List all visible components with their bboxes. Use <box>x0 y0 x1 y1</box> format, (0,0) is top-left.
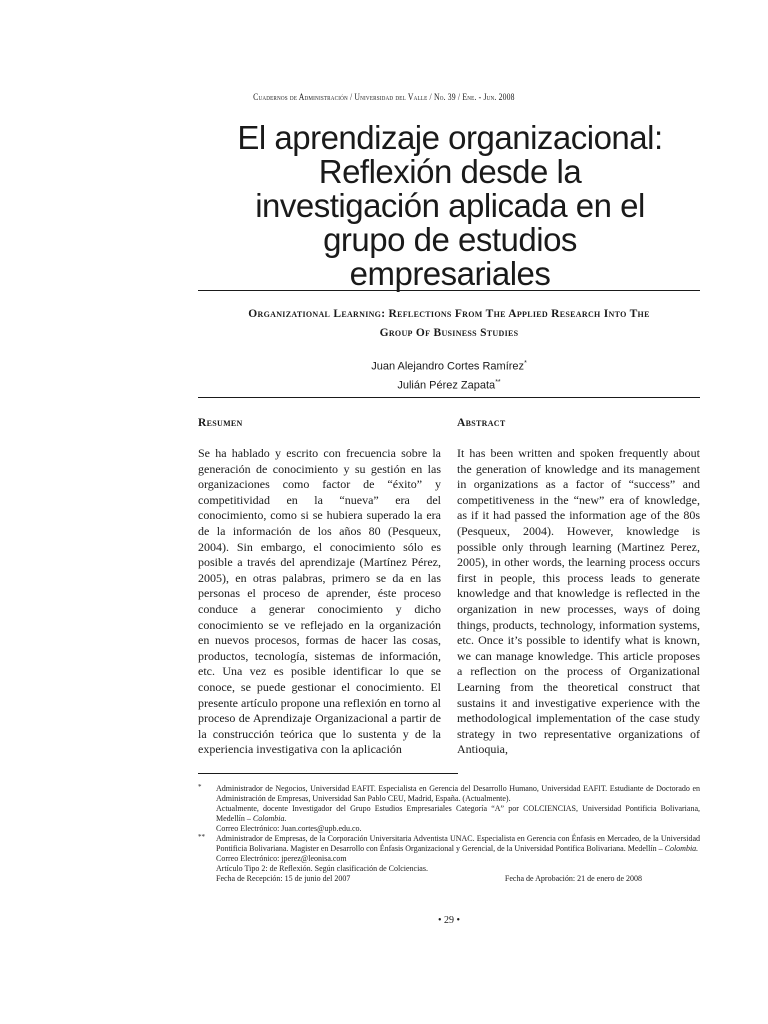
abstract-heading: Abstract <box>457 417 506 429</box>
footnote-line: Correo Electrónico: Juan.cortes@upb.edu.co. <box>216 824 362 833</box>
abstract-text: It has been written and spoken frequently about the generation of knowledge and its management in organizations as a factor of “success” and competitiveness in the “new” era of knowledge, as if it had passed the information age of the 80s (Pesqueux, 2004). However, knowledge is possible only through learning (Martinez Perez, 2005), in other words, the learning process occurs first in people, this process leads to generate knowledge and that knowledge is reflected in the organization in new processes, ways of doing things, products, technology, information systems, etc. Once it’s possible to identify what is known, we can manage knowledge. This article proposes a reflection on the process of Organizational Learning from the theoretical construct that sustains it and investigative experience with the methodological implementation of the case study strategy in two representative organizations of Antioquia, <box>457 446 700 757</box>
resumen-text: Se ha hablado y escrito con frecuencia sobre la generación de conocimiento y su gestión en las organizaciones como factor de “éxito” y competitividad en la “nueva” era del conocimiento, como si se hubiera superado la era de la información de los años 80 (Pesqueux, 2004). Sin embargo, el conocimiento sólo es posible a través del aprendizaje (Martínez Pérez, 2005), en otras palabras, primero se da en las personas el proceso de aprender, éste proceso conduce a generar conocimiento y dicho conocimiento se ve reflejado en la organización en nuevos procesos, formas de hacer las cosas, productos, tecnología, sistemas de información, etc. Una vez es posible identificar lo que se conoce, se puede gestionar el conocimiento. El presente artículo propone una reflexión en torno al proceso de Aprendizaje Organizacional a partir de la construcción teórica que lo sustenta y de la experiencia investigativa con la aplicación <box>198 446 441 757</box>
title-line: empresariales <box>349 255 551 292</box>
running-head: Cuadernos de Administración / Universidad del Valle / No. 39 / Ene. - Jun. 2008 <box>253 92 515 102</box>
author <box>198 375 700 394</box>
authors-divider <box>198 397 700 398</box>
footnote-line-text: Actualmente, docente Investigador del Grupo Estudios Empresariales Categoría “A” por COLCIENCIAS, Universidad Pontificia Bolivariana, Medellín – <box>216 804 700 823</box>
approval-date: Fecha de Aprobación: 21 de enero de 2008 <box>504 874 642 883</box>
footnote-line <box>216 834 700 854</box>
title-line: grupo de estudios <box>323 221 577 258</box>
article-title <box>180 121 720 291</box>
footnote-divider <box>198 773 458 774</box>
author-name: Juan Alejandro Cortes Ramírez <box>371 360 525 373</box>
english-title <box>198 305 700 343</box>
subtitle-line: Group Of Business Studies <box>379 327 519 339</box>
author <box>198 356 700 375</box>
author-footnote-mark: * <box>524 360 527 367</box>
resumen-heading: Resumen <box>198 417 243 429</box>
footnote-line: Artículo Tipo 2: de Reflexión. Según clasificación de Colciencias. <box>216 864 428 873</box>
footnote-line-italic: Colombia. <box>252 814 287 823</box>
title-divider <box>198 290 700 291</box>
subtitle-line: Organizational Learning: Reflections From The Applied Research Into The <box>248 308 650 320</box>
footnote <box>198 834 700 874</box>
footnote-line: Administrador de Negocios, Universidad EAFIT. Especialista en Gerencia del Desarrollo Humano, Universidad EAFIT. Estudiante de Doctorado en Administración de Empresas, Universidad San Pablo CEU, Madrid, España. (Actualmente). <box>216 784 700 803</box>
reception-date: Fecha de Recepción: 15 de junio del 2007 <box>216 874 351 883</box>
article-dates <box>198 874 700 884</box>
footnote-mark: * <box>198 783 202 791</box>
author-footnote-mark: ** <box>495 378 501 386</box>
page-number: • 29 • <box>437 915 460 926</box>
footnote-line-text: Administrador de Empresas, de la Corporación Universitaria Adventista UNAC. Especialista en Gerencia con Énfasis en Mercadeo, de la Universidad Pontificia Bolivariana. Magister en Desarrollo con Énfasis Organizacional y Gerencial, de la Universidad Pontifica Bolivariana. Medellín – <box>216 834 700 853</box>
footnote-line: Correo Electrónico: jperez@leonisa.com <box>216 854 347 863</box>
title-line: investigación aplicada en el <box>255 187 645 224</box>
footnote-line-italic: Colombia. <box>664 844 699 853</box>
authors <box>198 356 700 393</box>
footnote-mark: ** <box>198 833 205 841</box>
title-line: El aprendizaje organizacional: <box>237 119 663 156</box>
footnotes <box>198 784 700 884</box>
footnote-line <box>216 804 700 824</box>
title-line: Reflexión desde la <box>318 153 582 190</box>
author-name: Julián Pérez Zapata <box>397 379 496 392</box>
footnote <box>198 784 700 834</box>
